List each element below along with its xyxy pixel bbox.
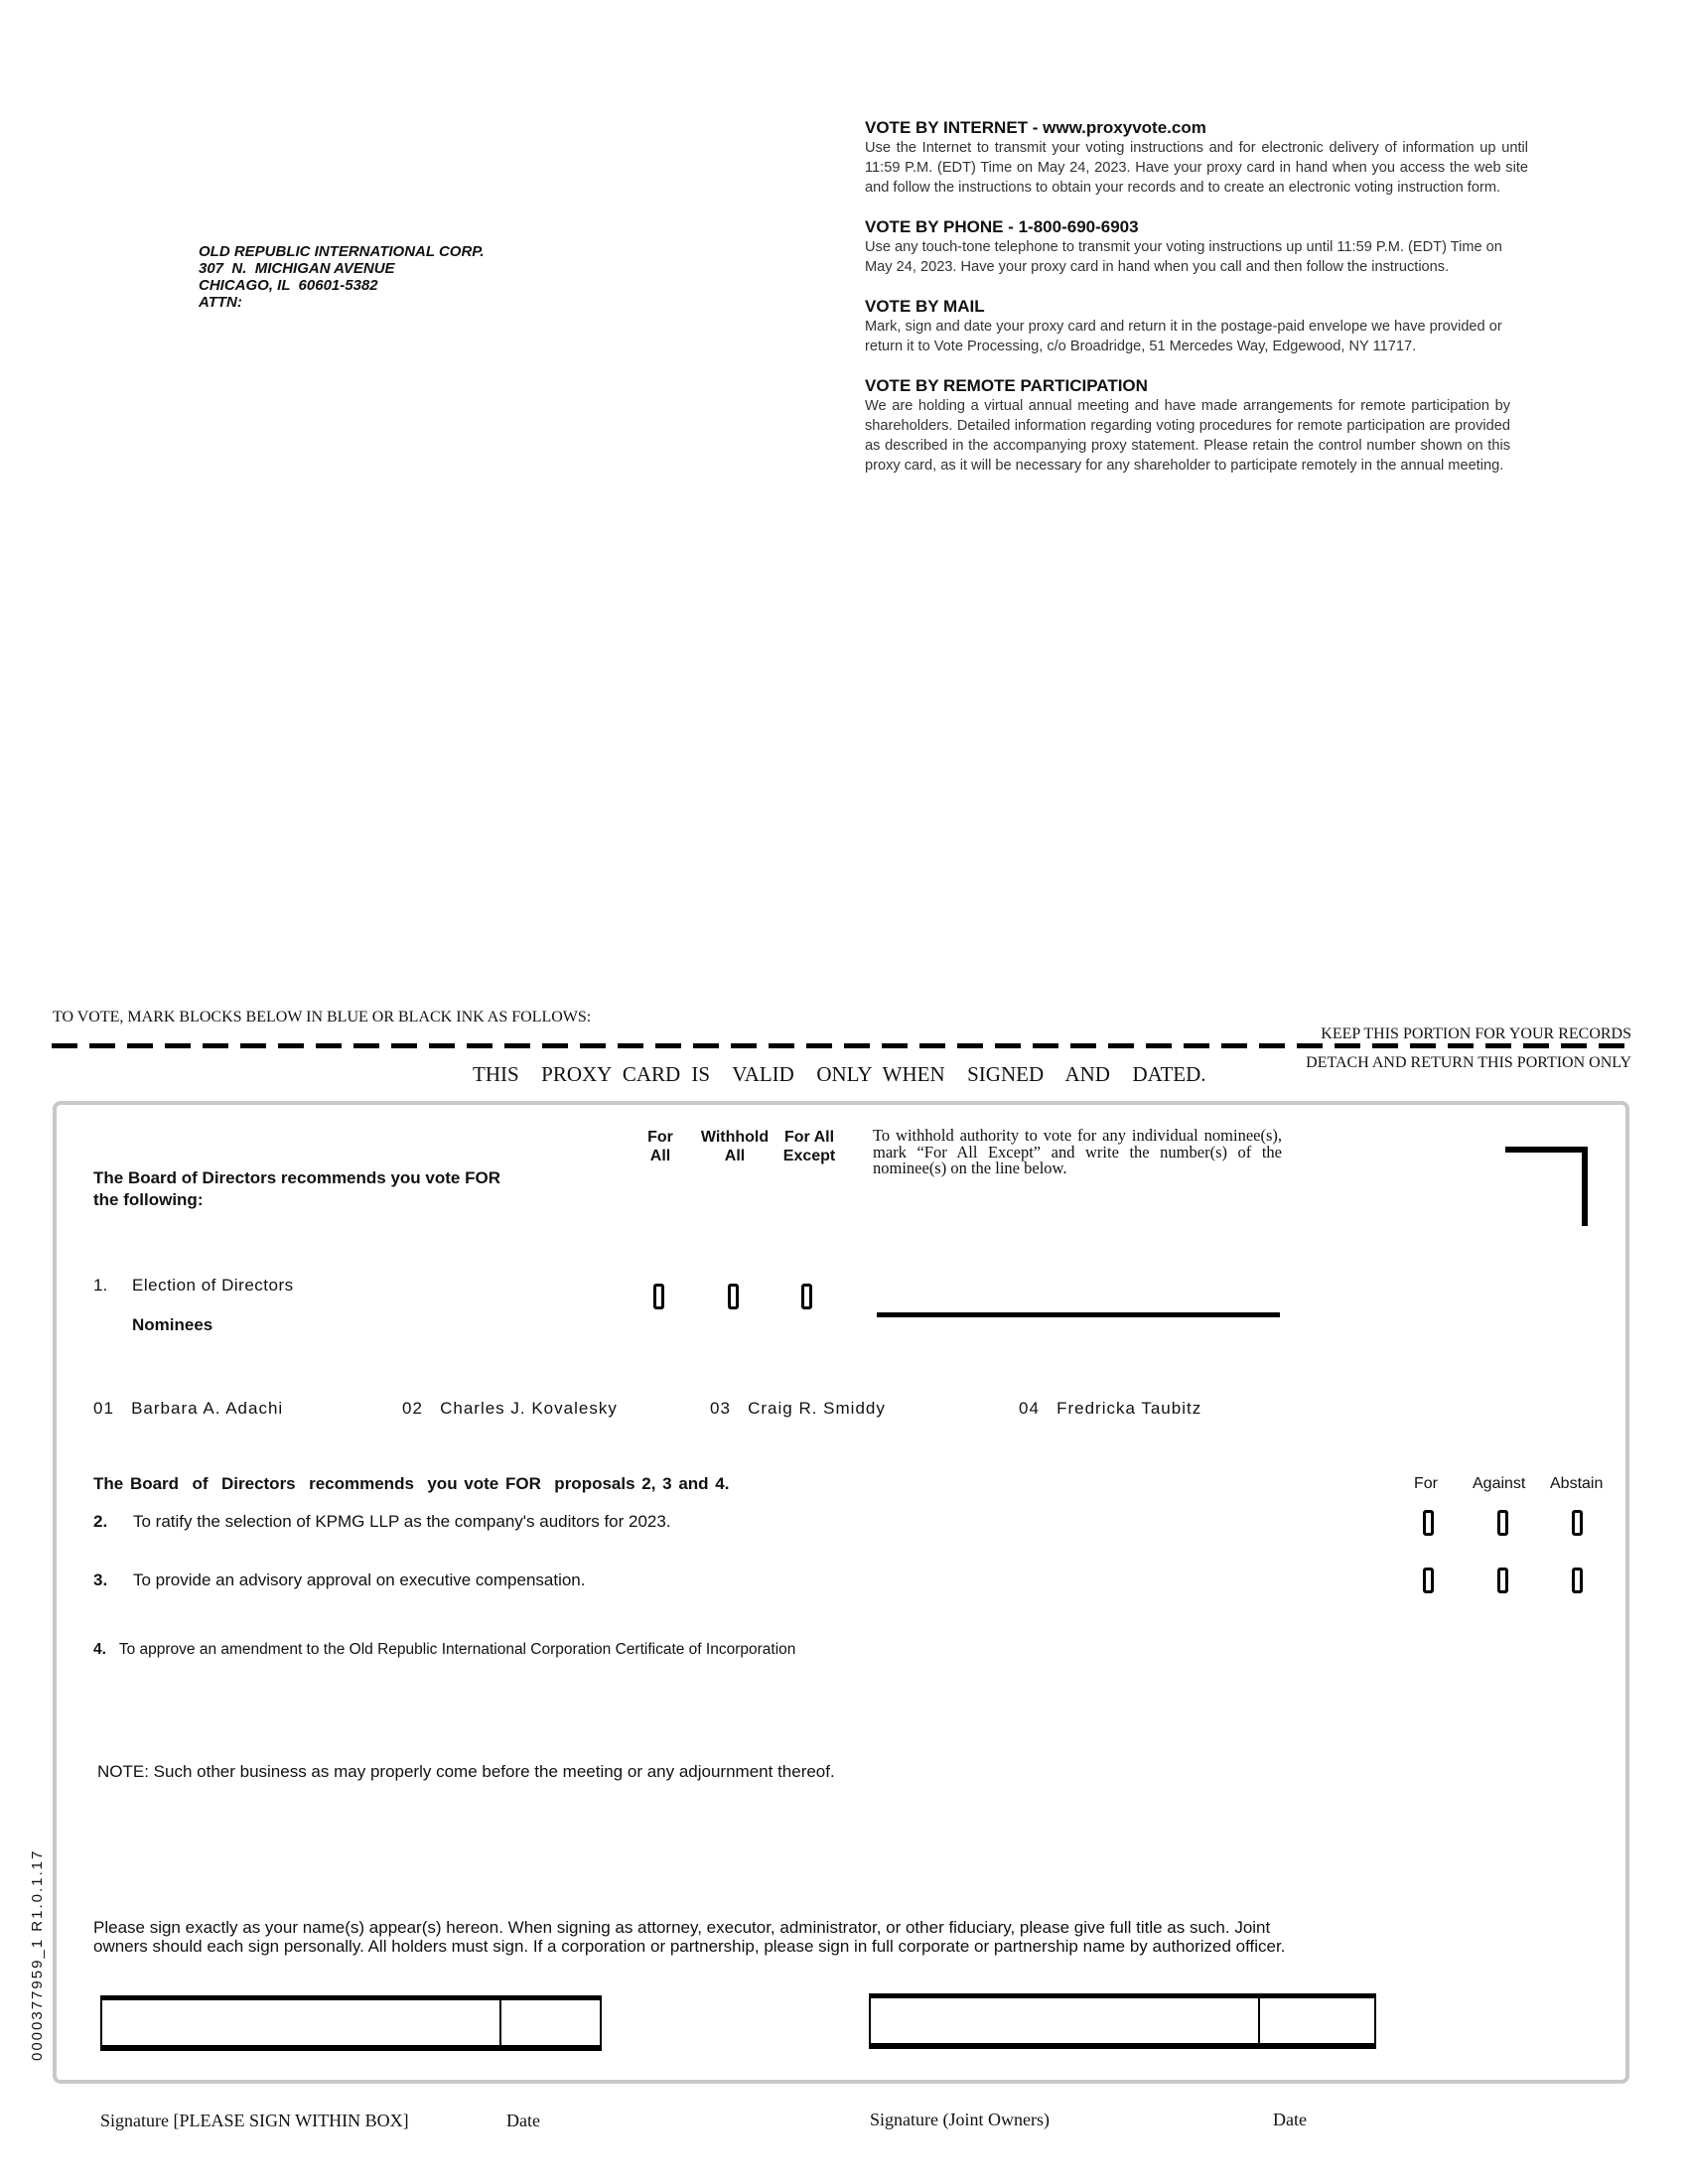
- checkbox-proposal-2-abstain[interactable]: [1572, 1510, 1583, 1536]
- side-code: 0000377959_1 R1.0.1.17: [29, 1848, 46, 2061]
- checkbox-proposal-3-abstain[interactable]: [1572, 1568, 1583, 1593]
- vote-phone-heading: VOTE BY PHONE - 1-800-690-6903: [865, 217, 1139, 236]
- address-street: 307 N. MICHIGAN AVENUE: [199, 260, 395, 277]
- vote-remote-body: We are holding a virtual annual meeting and have made arrangements for remote participation by shareholders. Detailed information regarding voting procedures for remote participation are provided as described in the accompanying proxy statement. Please retain the control number shown on this proxy card, as it will be necessary for any shareholder to participate remotely in the annual meeting.: [865, 398, 1510, 474]
- valid-notice: THIS PROXY CARD IS VALID ONLY WHEN SIGNED AND DATED.: [473, 1062, 1206, 1086]
- date-box[interactable]: [499, 1995, 602, 2051]
- date-label: Date: [506, 2111, 540, 2130]
- vote-mail-body: Mark, sign and date your proxy card and return it in the postage-paid envelope we have provided or return it to Vote Processing, c/o Broadridge, 51 Mercedes Way, Edgewood, NY 11717.: [865, 319, 1502, 354]
- proposal-4: [93, 1638, 828, 1662]
- proposal-text: To provide an advisory approval on executive compensation.: [133, 1570, 586, 1589]
- proposal-number: 2.: [93, 1512, 108, 1531]
- checkbox-proposal-2-against[interactable]: [1497, 1510, 1508, 1536]
- return-address: [199, 243, 485, 311]
- column-abstain: Abstain: [1550, 1475, 1604, 1492]
- checkbox-proposal-3-against[interactable]: [1497, 1568, 1508, 1593]
- checkbox-proposal-2-for[interactable]: [1423, 1510, 1434, 1536]
- vote-remote-section: [865, 376, 1528, 476]
- item-1-number: 1.: [93, 1276, 108, 1295]
- address-city: CHICAGO, IL 60601-5382: [199, 277, 378, 294]
- checkbox-for-all[interactable]: [653, 1284, 664, 1309]
- signature-box[interactable]: [100, 1995, 501, 2051]
- mark-instruction: TO VOTE, MARK BLOCKS BELOW IN BLUE OR BLACK INK AS FOLLOWS:: [53, 1009, 592, 1025]
- vote-mail-heading: VOTE BY MAIL: [865, 297, 985, 316]
- proposal-text: To approve an amendment to the Old Republic International Corporation Certificate of Incorporation: [118, 1641, 796, 1658]
- vote-internet-body: Use the Internet to transmit your voting instructions and for electronic delivery of information up until 11:59 P.M. (EDT) Time on May 24, 2023. Have your proxy card in hand when you access the web site and follow the instructions to obtain your records and to create an electronic voting instruction form.: [865, 140, 1528, 196]
- nominee: [1019, 1399, 1201, 1419]
- keep-portion-label: KEEP THIS PORTION FOR YOUR RECORDS: [1321, 1025, 1631, 1042]
- board-recommendation-2: The Board of Directors recommends you vote FOR proposals 2, 3 and 4.: [93, 1474, 730, 1493]
- nominee: [710, 1399, 886, 1419]
- joint-signature-box[interactable]: [869, 1993, 1260, 2049]
- column-for-all-except: For All Except: [782, 1129, 836, 1164]
- vote-remote-heading: VOTE BY REMOTE PARTICIPATION: [865, 376, 1148, 395]
- checkbox-withhold-all[interactable]: [728, 1284, 739, 1309]
- signature-label: Signature [PLEASE SIGN WITHIN BOX]: [100, 2111, 409, 2130]
- withhold-instruction: To withhold authority to vote for any individual nominee(s), mark “For All Except” and write the number(s) of the nominee(s) on the line below.: [873, 1126, 1282, 1177]
- registration-corner-mark: [1505, 1147, 1588, 1226]
- nominee: [93, 1399, 283, 1419]
- address-attn: ATTN:: [199, 294, 242, 311]
- column-withhold-all: Withhold All: [700, 1129, 770, 1164]
- item-1-label: Election of Directors: [132, 1276, 294, 1295]
- voting-instructions: [865, 118, 1528, 476]
- nominee-number: 04: [1019, 1399, 1040, 1418]
- nominee-name: Barbara A. Adachi: [131, 1399, 284, 1418]
- column-against: Against: [1473, 1475, 1526, 1492]
- company-name: OLD REPUBLIC INTERNATIONAL CORP.: [199, 243, 485, 260]
- joint-date-label: Date: [1273, 2110, 1307, 2129]
- joint-date-box[interactable]: [1258, 1993, 1376, 2049]
- nominee-name: Craig R. Smiddy: [748, 1399, 886, 1418]
- detach-dashed-line: [52, 1043, 1634, 1048]
- board-recommendation-1: The Board of Directors recommends you vote FOR the following:: [93, 1168, 500, 1209]
- vote-phone-body: Use any touch-tone telephone to transmit your voting instructions up until 11:59 P.M. (EDT) Time on May 24, 2023. Have your proxy card in hand when you call and then follow the instructions.: [865, 239, 1502, 275]
- vote-phone-section: [865, 217, 1528, 277]
- detach-return-label: DETACH AND RETURN THIS PORTION ONLY: [1306, 1054, 1631, 1071]
- except-nominee-line[interactable]: [877, 1312, 1280, 1317]
- checkbox-proposal-3-for[interactable]: [1423, 1568, 1434, 1593]
- nominee-name: Fredricka Taubitz: [1056, 1399, 1202, 1418]
- vote-internet-section: [865, 118, 1528, 198]
- checkbox-for-all-except[interactable]: [801, 1284, 812, 1309]
- column-for: For: [1414, 1475, 1438, 1492]
- nominee: [402, 1399, 618, 1419]
- nominees-label: Nominees: [132, 1315, 213, 1334]
- vote-mail-section: [865, 297, 1528, 356]
- nominee-number: 03: [710, 1399, 731, 1418]
- vote-internet-heading: VOTE BY INTERNET - www.proxyvote.com: [865, 118, 1206, 137]
- nominee-number: 02: [402, 1399, 423, 1418]
- proposal-number: 3.: [93, 1570, 108, 1589]
- note-text: NOTE: Such other business as may properly come before the meeting or any adjournment thereof.: [97, 1762, 835, 1781]
- nominee-number: 01: [93, 1399, 114, 1418]
- sign-instruction: Please sign exactly as your name(s) appear(s) hereon. When signing as attorney, executor, administrator, or other fiduciary, please give full title as such. Joint owners should each sign personally. All holders must sign. If a corporation or partnership, please sign in full corporate or partnership name by authorized officer.: [93, 1918, 1286, 1956]
- proposal-text: To ratify the selection of KPMG LLP as the company's auditors for 2023.: [133, 1512, 671, 1531]
- nominee-name: Charles J. Kovalesky: [440, 1399, 618, 1418]
- column-for-all: For All: [647, 1129, 673, 1164]
- proposal-number: 4.: [93, 1641, 106, 1658]
- joint-signature-label: Signature (Joint Owners): [870, 2110, 1050, 2129]
